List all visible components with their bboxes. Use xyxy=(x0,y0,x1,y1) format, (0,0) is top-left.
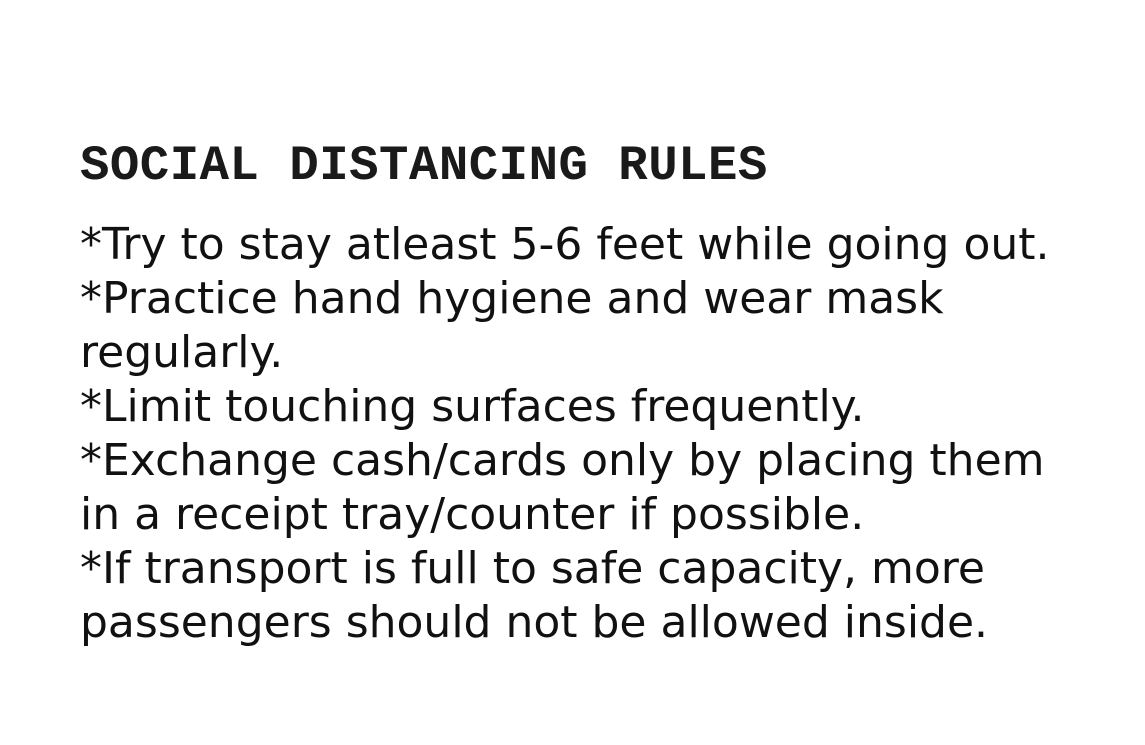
rule-item: *Practice hand hygiene and wear mask regularly. xyxy=(80,273,944,378)
document-title: SOCIAL DISTANCING RULES xyxy=(80,138,768,194)
rule-item: *Try to stay atleast 5-6 feet while going out. xyxy=(80,219,1050,270)
rules-list xyxy=(80,218,1080,650)
rule-item: *Exchange cash/cards only by placing them in a receipt tray/counter if possible. xyxy=(80,435,1045,540)
rule-item: *If transport is full to safe capacity, more passengers should not be allowed inside. xyxy=(80,543,989,648)
rule-item: *Limit touching surfaces frequently. xyxy=(80,381,865,432)
